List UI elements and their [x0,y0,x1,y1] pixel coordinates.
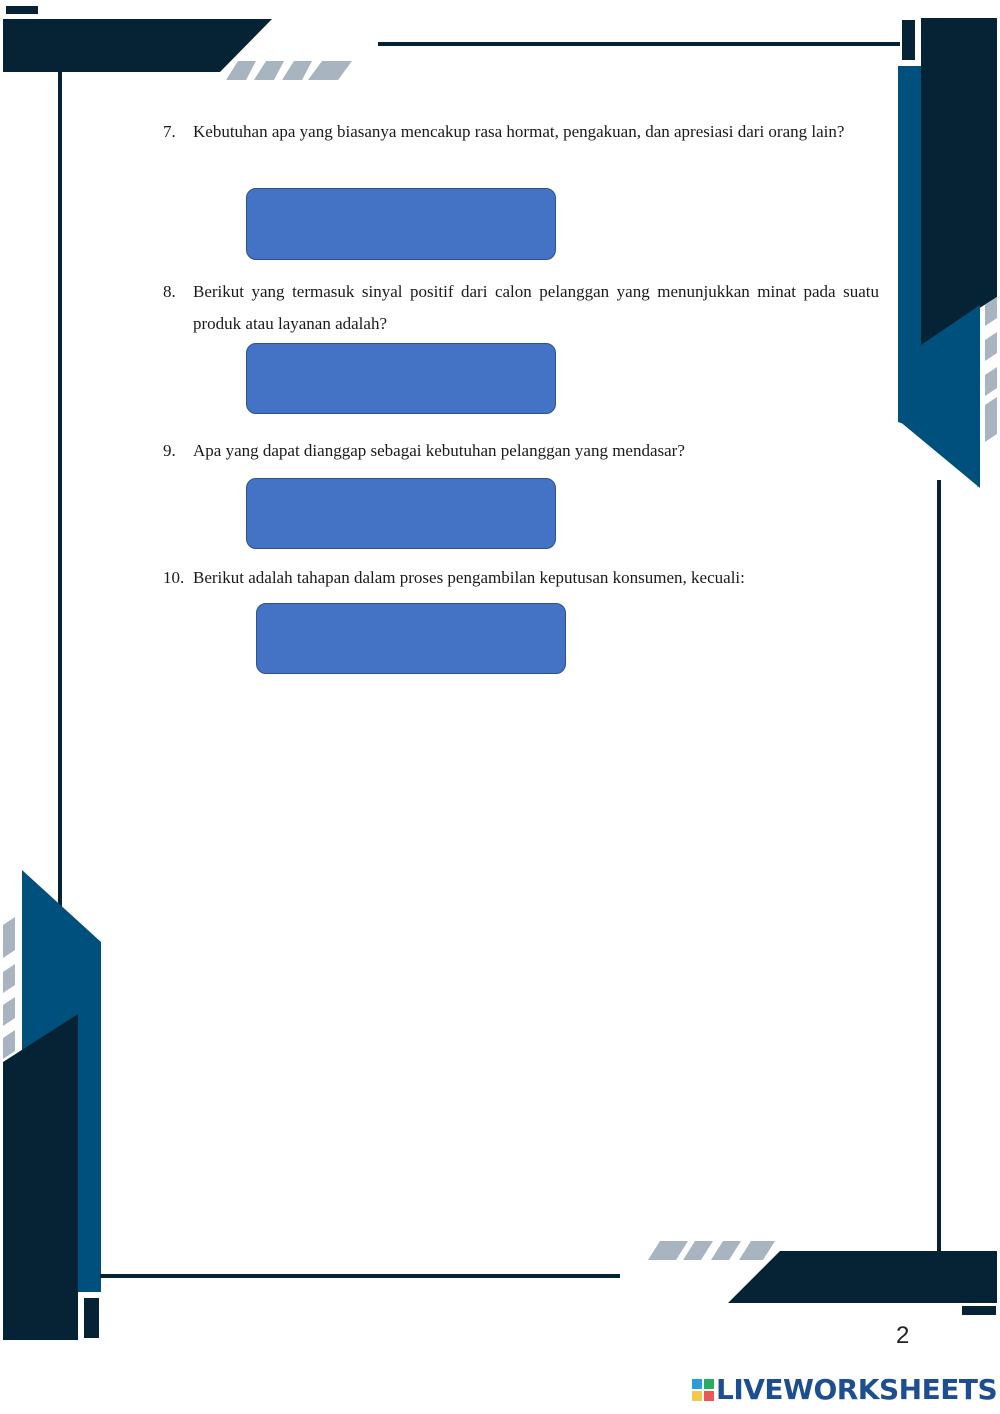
question-number: 8. [163,282,176,301]
question-number: 7. [163,122,176,141]
liveworksheets-brand[interactable] [692,1374,997,1406]
question-text: Berikut yang termasuk sinyal positif dari calon pelanggan yang menunjukkan minat pada suatu produk atau layanan adalah? [193,282,879,333]
question-7 [163,116,879,148]
question-number: 9. [163,441,176,460]
answer-box-9[interactable] [246,478,556,549]
page-number: 2 [896,1322,910,1349]
brand-text: LIVEWORKSHEETS [716,1373,998,1406]
question-9 [163,435,879,467]
answer-box-8[interactable] [246,343,556,414]
answer-box-7[interactable] [246,188,556,260]
question-number: 10. [163,568,185,587]
answer-box-10[interactable] [256,603,566,674]
question-text: Kebutuhan apa yang biasanya mencakup rasa hormat, pengakuan, dan apresiasi dari orang lain? [193,122,845,141]
question-8 [163,276,879,340]
question-text: Berikut adalah tahapan dalam proses pengambilan keputusan konsumen, kecuali: [193,568,745,587]
question-10 [163,562,879,594]
liveworksheets-logo-icon [692,1379,714,1401]
question-text: Apa yang dapat dianggap sebagai kebutuhan pelanggan yang mendasar? [193,441,685,460]
